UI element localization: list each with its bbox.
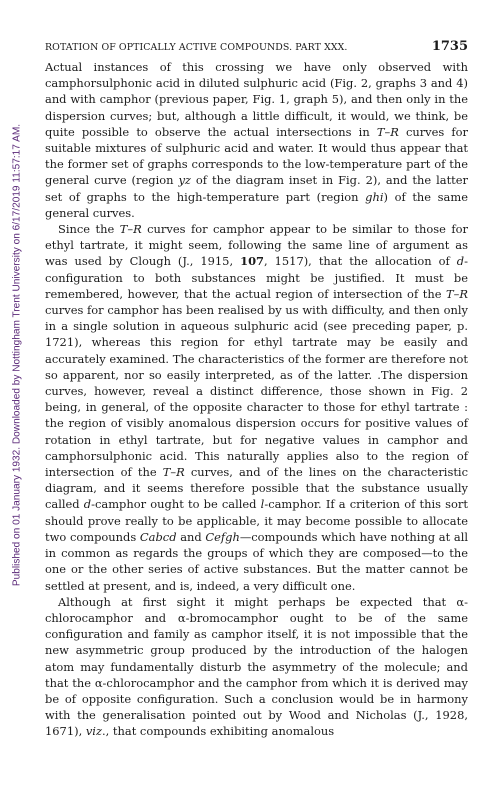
paragraph-3: Although at first sight it might perhaps be expected that α-chlorocamphor and α-bromocamphor ought to be of the same configuration and family as camphor itself, it is not impossible that the new asymmetric group produced by the introduction of the halogen atom may fundamentally disturb the asymmetry of the molecule; and that the α-chlorocamphor and the camphor from which it is derived may be of opposite configuration. Such a conclusion would be in harmony with the generalisation pointed out by Wood and Nicholas (J., 1928, 1671), viz., that compounds exhibiting anomalous (45, 594, 468, 739)
page-number: 1735 (431, 39, 468, 54)
download-notice-sidebar (10, 45, 24, 665)
article-body (45, 59, 468, 740)
paragraph-2: Since the T–R curves for camphor appear to be similar to those for ethyl tartrate, it might seem, following the same line of argument as was used by Clough (J., 1915, 107, 1517), that the allocation of d-configuration to both substances might be justified. It must be remembered, however, that the actual region of intersection of the T–R curves for camphor has been realised by us with difficulty, and then only in a single solution in aqueous sulphuric acid (see preceding paper, p. 1721), whereas this region for ethyl tartrate may be easily and accurately examined. The characteristics of the former are therefore not so apparent, nor so easily interpreted, as of the latter. .The dispersion curves, however, reveal a distinct difference, those shown in Fig. 2 being, in general, of the opposite character to those for ethyl tartrate : the region of visibly anomalous dispersion occurs for positive values of rotation in ethyl tartrate, but for negative values in camphor and camphorsulphonic acid. This naturally applies also to the region of intersection of the T–R curves, and of the lines on the characteristic diagram, and it seems therefore possible that the substance usually called d-camphor ought to be called l-camphor. If a criterion of this sort should prove really to be applicable, it may become possible to allocate two compounds Cabcd and Cefgh—compounds which have nothing at all in common as regards the groups of which they are composed—to the one or the other series of active substances. But the matter cannot be settled at present, and is, indeed, a very difficult one. (45, 222, 469, 593)
running-head: ROTATION OF OPTICALLY ACTIVE COMPOUNDS. PART XXX. (45, 42, 348, 53)
paragraph-1: Actual instances of this crossing we have only observed with camphorsulphonic acid in diluted sulphuric acid (Fig. 2, graphs 3 and 4) and with camphor (previous paper, Fig. 1, graph 5), and then only in the dispersion curves; but, although a little difficult, it would, we think, be quite possible to observe the actual intersections in T–R curves for suitable mixtures of sulphuric acid and water. It would thus appear that the former set of graphs corresponds to the low-temperature part of the general curve (region yz of the diagram inset in Fig. 2), and the latter set of graphs to the high-temperature part (region ghi) of the same general curves. (45, 60, 468, 220)
download-notice-text: Published on 01 January 1932. Downloaded by Nottingham Trent University on 6/17/2019 11:57:17 AM. (11, 123, 23, 587)
page-header (45, 39, 468, 55)
